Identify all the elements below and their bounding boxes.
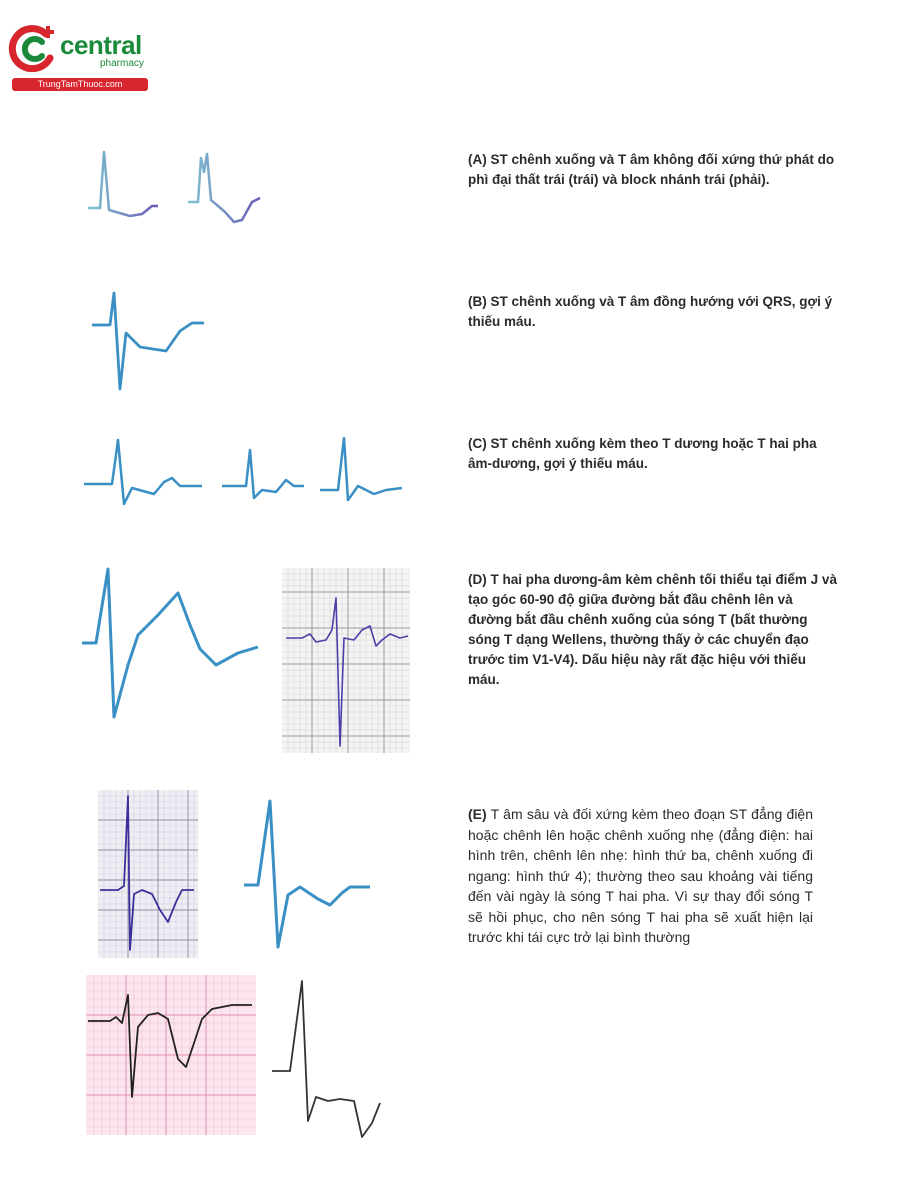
logo-site-banner: TrungTamThuoc.com [12,78,148,91]
figure-c-ecg [80,430,410,515]
figure-d-ecg-left [78,565,268,725]
section-a-text: (A) ST chênh xuống và T âm không đối xứng thứ phát do phì đại thất trái (trái) và block nhánh trái (phải). [468,152,835,187]
figure-e-ecg-grid-purple [98,790,198,958]
pharmacy-cross-icon [8,24,58,76]
section-e-text: (E) T âm sâu và đối xứng kèm theo đoạn ST đẳng điện hoặc chênh lên hoặc chênh xuống nhẹ (đẳng điện: hai hình trên, chênh lên nhẹ: hình thứ ba, chênh xuống đi ngang: hình thứ 4); thường theo sau khoảng vài tiếng đến vài ngày là sóng T hai pha. Vì sự thay đổi sóng T sẽ hồi phục, cho nên sóng T hai pha sẽ xuất hiện lại trước khi tái cực trở lại bình thường [468,806,814,945]
section-d-text: (D) T hai pha dương-âm kèm chênh tối thiểu tại điểm J và tạo góc 60-90 độ giữa đường bắt đầu chênh lên và đường bắt đầu chênh xuống của sóng T (bất thường sóng T dạng Wellens, thường thấy ở các chuyển đạo trước tim V1-V4). Dấu hiệu này rất đặc hiệu với thiếu máu. [468,572,837,687]
figure-a-ecg [80,140,280,235]
section-c-text: (C) ST chênh xuống kèm theo T dương hoặc T hai pha âm-dương, gợi ý thiếu máu. [468,436,817,471]
figure-b-ecg [82,285,212,400]
figure-e-ecg-grid-pink [86,975,256,1135]
logo-brand-text: central [60,30,142,60]
section-b-text: (B) ST chênh xuống và T âm đồng hướng với QRS, gợi ý thiếu máu. [468,294,833,329]
figure-e-ecg-blue [238,795,398,955]
central-pharmacy-logo [8,22,158,94]
logo-sub-text: pharmacy [100,58,144,69]
figure-d-ecg-grid [282,568,410,753]
figure-e-ecg-dark [268,975,388,1140]
